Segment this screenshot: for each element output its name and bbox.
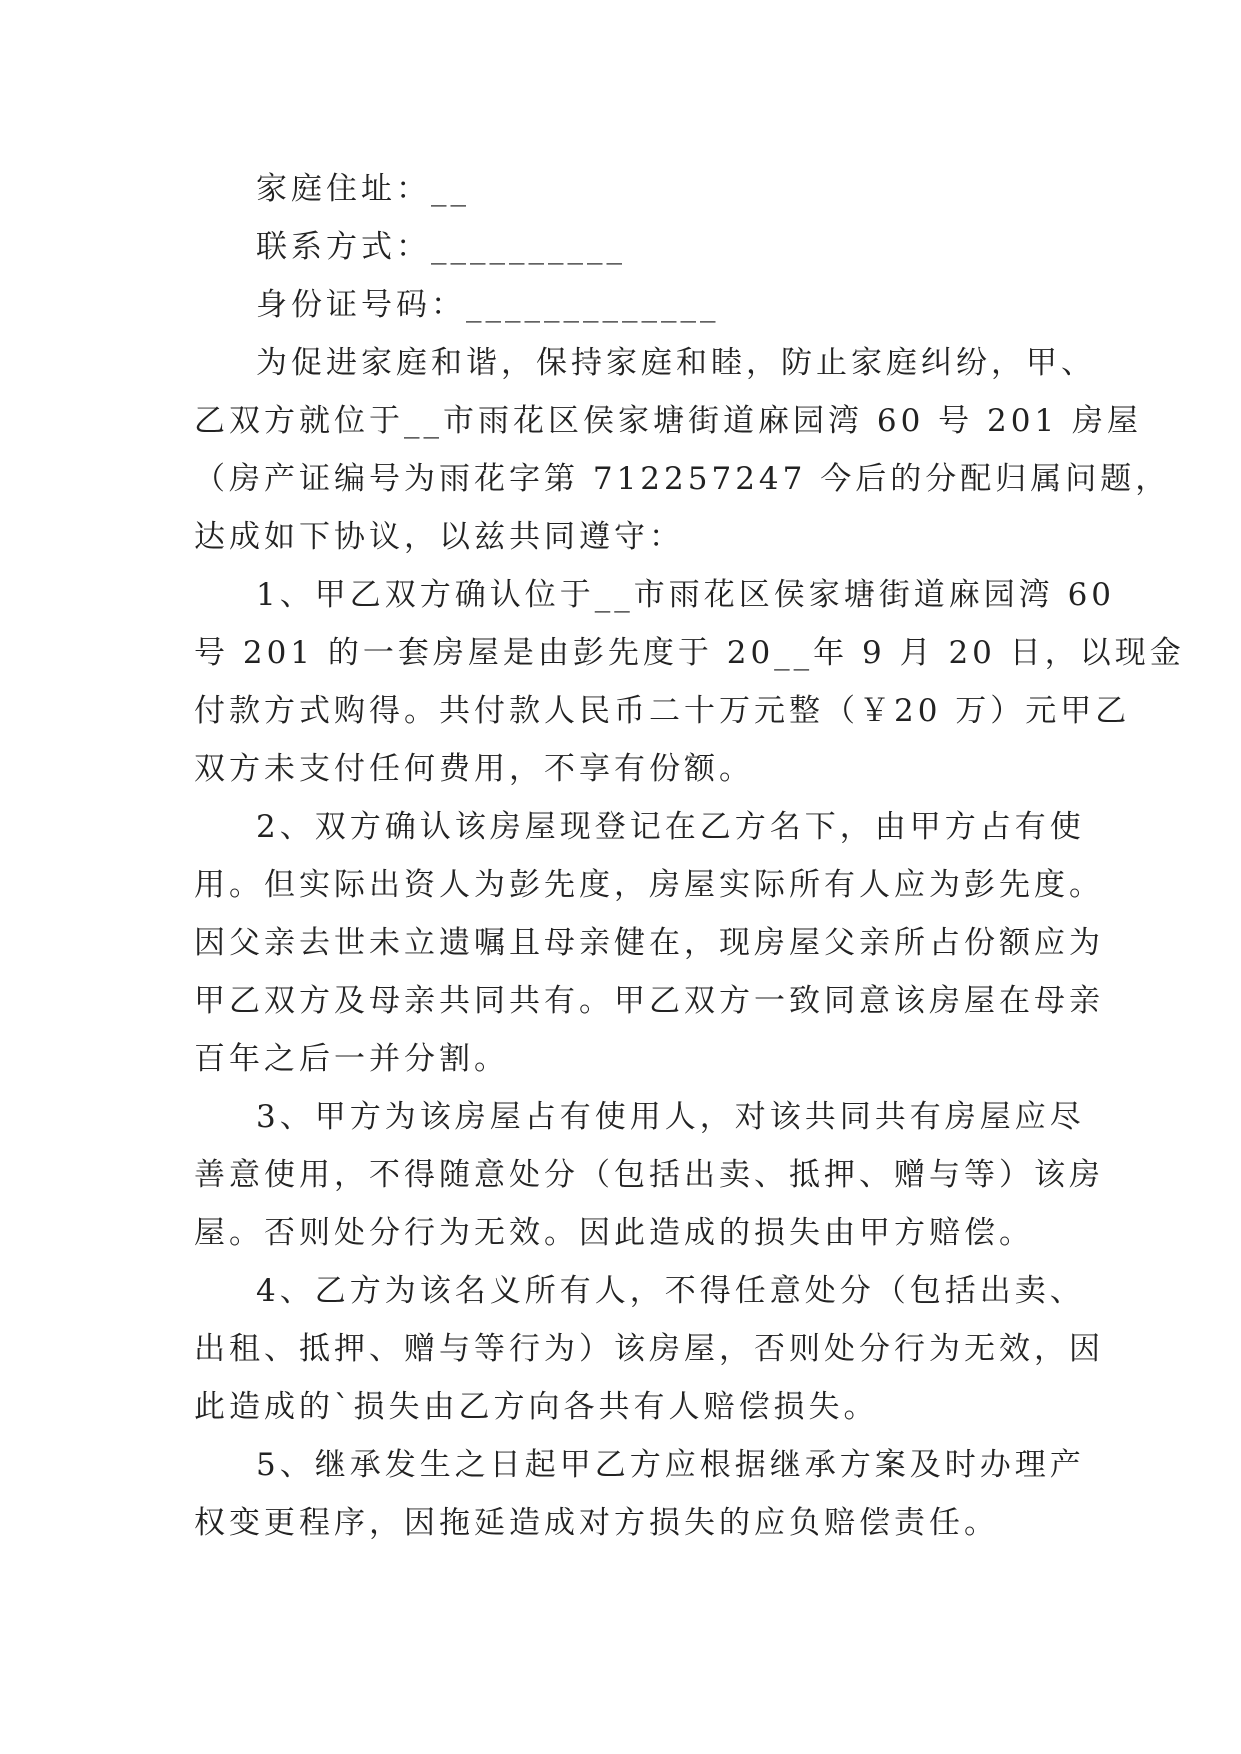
intro-line: （房产证编号为雨花字第 712257247 今后的分配归属问题，: [194, 461, 1171, 497]
intro-line: 达成如下协议，以兹共同遵守：: [194, 519, 684, 555]
intro-paragraph: [194, 334, 1171, 566]
clause-5-paragraph: [194, 1436, 1085, 1552]
clause-line: 1、甲乙双方确认位于__市雨花区侯家塘街道麻园湾 60: [256, 577, 1116, 613]
home-address-field: 家庭住址：__: [256, 171, 470, 207]
clause-line: 此造成的`损失由乙方向各共有人赔偿损失。: [194, 1389, 879, 1425]
intro-line: 乙双方就位于__市雨花区侯家塘街道麻园湾 60 号 201 房屋: [194, 403, 1143, 439]
clause-line: 2、双方确认该房屋现登记在乙方名下，由甲方占有使: [256, 809, 1085, 845]
clause-line: 号 201 的一套房屋是由彭先度于 20__年 9 月 20 日，以现金: [194, 635, 1185, 671]
clause-line: 出租、抵押、赠与等行为）该房屋，否则处分行为无效，因: [194, 1331, 1104, 1367]
clause-line: 甲乙双方及母亲共同共有。甲乙双方一致同意该房屋在母亲: [194, 983, 1104, 1019]
clause-line: 权变更程序，因拖延造成对方损失的应负赔偿责任。: [194, 1505, 999, 1541]
document-body: [194, 160, 1185, 1552]
clause-line: 5、继承发生之日起甲乙方应根据继承方案及时办理产: [256, 1447, 1085, 1483]
id-number-field: 身份证号码：_____________: [256, 287, 720, 323]
intro-line: 为促进家庭和谐，保持家庭和睦，防止家庭纠纷，甲、: [256, 345, 1096, 381]
clause-4-paragraph: [194, 1262, 1104, 1436]
clause-line: 百年之后一并分割。: [194, 1041, 509, 1077]
clause-1-paragraph: [194, 566, 1185, 798]
clause-2-paragraph: [194, 798, 1104, 1088]
clause-line: 付款方式购得。共付款人民币二十万元整（￥20 万）元甲乙: [194, 693, 1131, 729]
clause-line: 双方未支付任何费用，不享有份额。: [194, 751, 754, 787]
clause-3-paragraph: [194, 1088, 1104, 1262]
clause-line: 3、甲方为该房屋占有使用人，对该共同共有房屋应尽: [256, 1099, 1085, 1135]
clause-line: 屋。否则处分行为无效。因此造成的损失由甲方赔偿。: [194, 1215, 1034, 1251]
clause-line: 善意使用，不得随意处分（包括出卖、抵押、赠与等）该房: [194, 1157, 1104, 1193]
clause-line: 因父亲去世未立遗嘱且母亲健在，现房屋父亲所占份额应为: [194, 925, 1104, 961]
clause-line: 4、乙方为该名义所有人，不得任意处分（包括出卖、: [256, 1273, 1085, 1309]
contact-field: 联系方式：__________: [256, 229, 626, 265]
clause-line: 用。但实际出资人为彭先度，房屋实际所有人应为彭先度。: [194, 867, 1104, 903]
